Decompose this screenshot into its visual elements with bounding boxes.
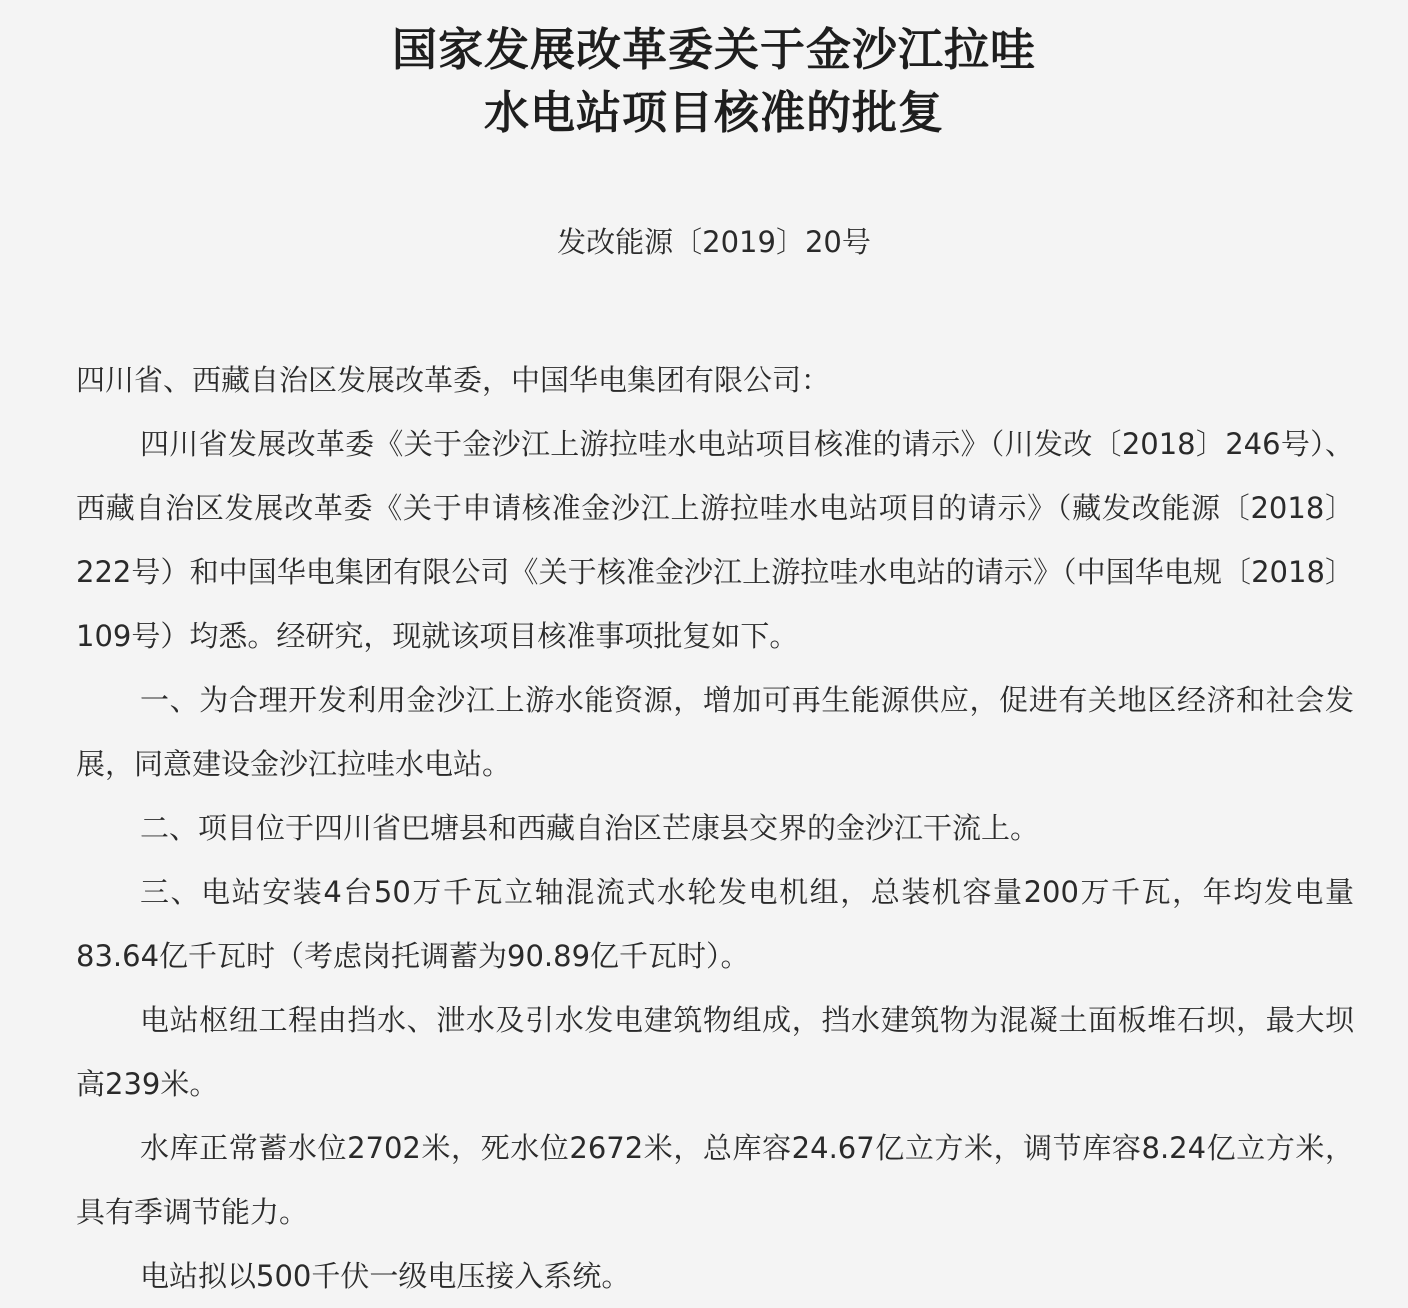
paragraph-grid-connection: 电站拟以500千伏一级电压接入系统。 <box>140 1259 631 1293</box>
salutation: 四川省、西藏自治区发展改革委，中国华电集团有限公司： <box>76 363 831 397</box>
title-line-1: 国家发展改革委关于金沙江拉哇 <box>391 23 1036 76</box>
document-title <box>76 18 1352 144</box>
document-body <box>76 348 1354 1308</box>
paragraph-reservoir: 水库正常蓄水位2702米，死水位2672米，总库容24.67亿立方米，调节库容8.24亿立方米，具有季调节能力。 <box>76 1131 1354 1229</box>
paragraph-dam-structure: 电站枢纽工程由挡水、泄水及引水发电建筑物组成，挡水建筑物为混凝土面板堆石坝，最大坝高239米。 <box>76 1003 1354 1101</box>
paragraph-item-1: 一、为合理开发利用金沙江上游水能资源，增加可再生能源供应，促进有关地区经济和社会发展，同意建设金沙江拉哇水电站。 <box>76 683 1354 781</box>
paragraph-item-2: 二、项目位于四川省巴塘县和西藏自治区芒康县交界的金沙江干流上。 <box>140 811 1040 845</box>
paragraph-request-acknowledgement: 四川省发展改革委《关于金沙江上游拉哇水电站项目核准的请示》（川发改〔2018〕246号）、西藏自治区发展改革委《关于申请核准金沙江上游拉哇水电站项目的请示》（藏发改能源〔2018〕222号）和中国华电集团有限公司《关于核准金沙江上游拉哇水电站的请示》（中国华电规〔2018〕109号）均悉。经研究，现就该项目核准事项批复如下。 <box>76 427 1354 653</box>
paragraph-item-3: 三、电站安装4台50万千瓦立轴混流式水轮发电机组，总装机容量200万千瓦，年均发电量83.64亿千瓦时（考虑岗托调蓄为90.89亿千瓦时）。 <box>76 875 1354 973</box>
document-number: 发改能源〔2019〕20号 <box>557 225 871 259</box>
title-line-2: 水电站项目核准的批复 <box>483 86 944 139</box>
